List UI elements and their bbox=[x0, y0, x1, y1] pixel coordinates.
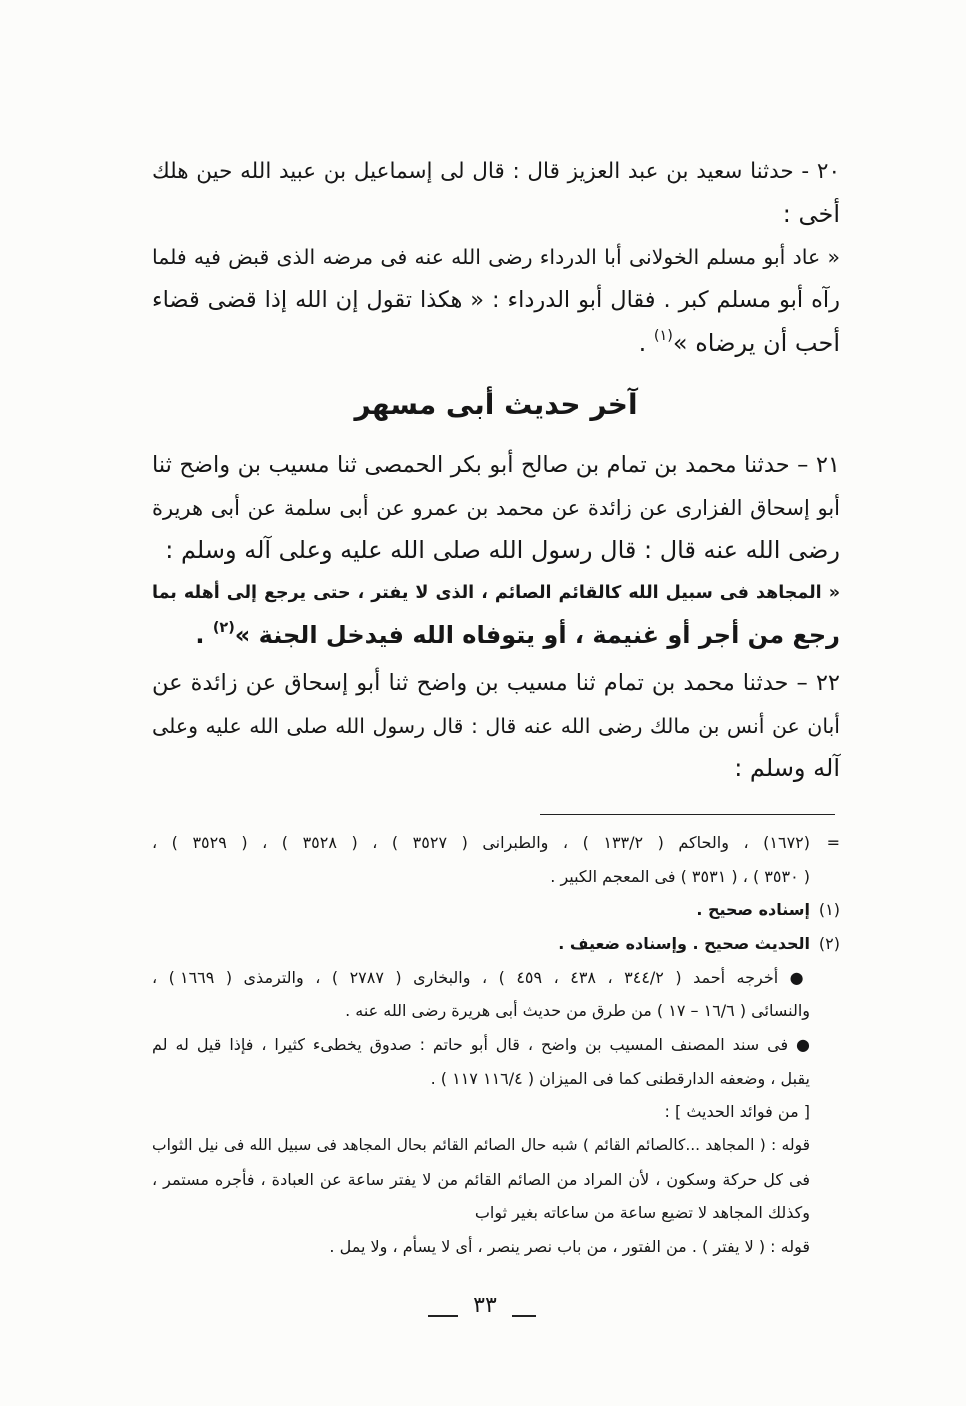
footnote-row bbox=[152, 1196, 840, 1230]
footnote-label: = bbox=[826, 833, 840, 852]
hadith-21 bbox=[152, 444, 840, 657]
line-text: أحب أن يرضاه » bbox=[672, 329, 840, 357]
footnote-text: فى كل حركة وسكون ، لأن المراد من الصائم القائم من لا يفتر ساعة عن العبادة ، فأجره مستمر ، bbox=[152, 1169, 810, 1189]
footnote-ref: (٢) bbox=[212, 620, 235, 637]
footnote-label bbox=[810, 1196, 840, 1230]
footnote-row bbox=[152, 860, 840, 894]
text-line: أبان عن أنس بن مالك رضى الله عنه قال : قال رسول الله صلى الله عليه وعلى bbox=[152, 713, 840, 738]
footnote-row bbox=[152, 961, 840, 995]
footnote-text: قوله : ( لا يفتر ) . من الفتور ، من باب نصر ينصر ، أى لا يسأم ، ولا يمل . bbox=[329, 1236, 810, 1256]
footnote-text: [ من فوائد الحديث ] : bbox=[664, 1102, 810, 1122]
footnote-row bbox=[152, 893, 840, 927]
section-heading: آخر حديث أبى مسهر bbox=[354, 388, 638, 421]
footnote-row bbox=[152, 1163, 840, 1197]
page-number-dash-left bbox=[428, 1315, 458, 1317]
matn-line bbox=[152, 614, 840, 657]
footnote-row bbox=[152, 1062, 840, 1096]
text-line bbox=[152, 322, 840, 365]
line-end-punct: . bbox=[638, 329, 647, 357]
footnote-label bbox=[810, 961, 840, 995]
footnote-label bbox=[810, 1028, 840, 1062]
footnote-text: ● أخرجه أحمد ( ٣٤٤/٢ ، ٤٣٨ ، ٤٥٩ ) ، والبخارى ( ٢٧٨٧ ) ، والترمذى ( ١٦٦٩ ) ، bbox=[152, 967, 811, 987]
footnote-row bbox=[152, 1028, 840, 1062]
footnote-label: (٢) bbox=[818, 933, 840, 953]
text-line: ٢٢ – حدثنا محمد بن تمام ثنا مسيب بن واضح ثنا أبو إسحاق عن زائدة عن bbox=[152, 670, 840, 696]
footnote-text: ● فى سند المصنف المسيب بن واضح ، قال أبو حاتم : صدوق يخطىء كثيرا ، فإذا قيل له لم bbox=[152, 1034, 810, 1054]
text-line: أبو إسحاق الفزارى عن زائدة عن محمد بن عمرو عن أبى سلمة عن أبى هريرة bbox=[152, 495, 840, 520]
footnote-label bbox=[810, 1095, 840, 1129]
footnote-separator bbox=[540, 814, 835, 815]
text-line: أخى : bbox=[782, 200, 840, 228]
text-line: رآه أبو مسلم كبر . فقال أبو الدرداء : « هكذا تقول إن الله إذا قضى قضاء bbox=[152, 287, 840, 313]
footnote-text: الحديث صحيح . وإسناده ضعيف . bbox=[558, 933, 810, 953]
text-line: « عاد أبو مسلم الخولانى أبا الدرداء رضى الله عنه فى مرضه الذى قبض فيه فلما bbox=[152, 245, 840, 269]
footnote-label bbox=[810, 1163, 840, 1197]
footnote-text: وكذلك المجاهد لا تضيع ساعة من ساعاته بغير ثواب bbox=[474, 1203, 810, 1223]
footnote-text: (١٦٧٢) ، والحاكم ( ١٣٣/٢ ) ، والطبرانى ( ٣٥٢٧ ) ، ( ٣٥٢٨ ) ، ( ٣٥٢٩ ) ، bbox=[152, 833, 810, 852]
text-line: آله وسلم : bbox=[734, 754, 840, 782]
page-number: ٣٣ bbox=[473, 1293, 497, 1318]
footnote-text: ( ٣٥٣٠ ) ، ( ٣٥٣١ ) فى المعجم الكبير . bbox=[550, 866, 810, 886]
footnote-label bbox=[810, 860, 840, 894]
text-line: ٢٠ - حدثنا سعيد بن عبد العزيز قال : قال لى إسماعيل بن عبيد الله حين هلك bbox=[152, 159, 840, 184]
line-text: رجع من أجر أو غنيمة ، أو يتوفاه الله فيدخل الجنة » bbox=[234, 621, 840, 649]
footnote-label bbox=[810, 1129, 840, 1163]
footnote-label bbox=[810, 1230, 840, 1264]
footnote-text: إسناده صحيح . bbox=[696, 900, 810, 920]
footnote-row bbox=[152, 1095, 840, 1129]
footnote-label bbox=[810, 1062, 840, 1096]
line-end-punct: . bbox=[195, 621, 205, 649]
footnote-text: يقبل ، وضعفه الدارقطنى كما فى الميزان ( ١١٦/٤ ١١٧ ) . bbox=[430, 1068, 810, 1088]
footnote-text: والنسائى ( ١٦/٦ – ١٧ ) من طرق من حديث أبى هريرة رضى الله عنه . bbox=[345, 1001, 810, 1021]
footnote-row bbox=[152, 994, 840, 1028]
footnote-label bbox=[810, 994, 840, 1028]
text-line: رضى الله عنه قال : قال رسول الله صلى الله عليه وعلى آله وسلم : bbox=[165, 536, 840, 564]
matn-line: « المجاهد فى سبيل الله كالقائم الصائم ، الذى لا يفتر ، حتى يرجع إلى أهله بما bbox=[152, 582, 840, 603]
page-number-dash-right bbox=[512, 1315, 536, 1317]
footnotes bbox=[152, 826, 840, 1264]
footnote-row bbox=[152, 1129, 840, 1163]
footnote-row bbox=[152, 826, 840, 860]
hadith-20 bbox=[152, 150, 840, 365]
footnote-text: قوله : ( المجاهد ...كالصائم القائم ) شبه حال الصائم القائم بحال المجاهد فى سبيل الله فى نيل الثواب bbox=[152, 1135, 810, 1154]
text-line: ٢١ – حدثنا محمد بن تمام بن صالح أبو بكر الحمصى ثنا مسيب بن واضح ثنا bbox=[152, 452, 840, 478]
footnote-row bbox=[152, 927, 840, 961]
footnote-label: (١) bbox=[818, 900, 840, 920]
footnote-row bbox=[152, 1230, 840, 1264]
footnote-ref: (١) bbox=[653, 328, 673, 345]
hadith-22 bbox=[152, 662, 840, 790]
